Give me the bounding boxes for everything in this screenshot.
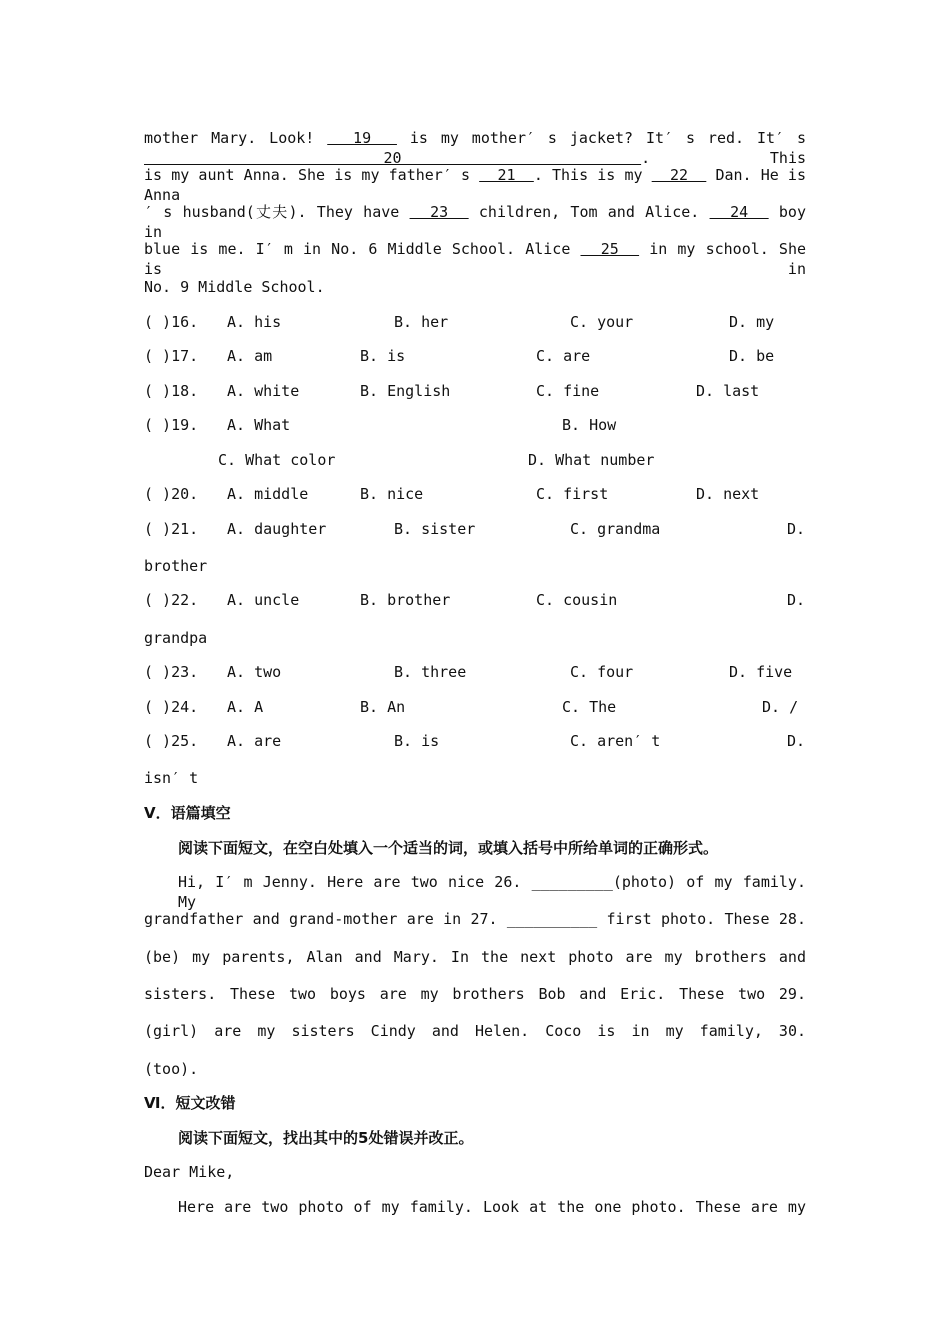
- option-d: D. five: [729, 663, 793, 681]
- option-d-continued: grandpa: [144, 629, 208, 647]
- passage-text: mother Mary. Look!: [144, 129, 328, 147]
- option-c: C. What color: [218, 451, 336, 469]
- passage-line: [178, 872, 806, 912]
- passage-text: . This is my: [533, 166, 652, 184]
- option-c: C. are: [536, 347, 591, 365]
- question-number: ( )25.: [144, 732, 199, 750]
- passage-text: Dan. He is Anna: [144, 166, 806, 204]
- option-b: B. is: [394, 732, 440, 750]
- option-d: D.: [787, 732, 806, 750]
- option-b: B. nice: [360, 485, 424, 503]
- option-c: C. The: [562, 698, 617, 716]
- option-d: D. be: [729, 347, 775, 365]
- option-a: A. am: [227, 347, 273, 365]
- option-d: D. my: [729, 313, 775, 331]
- passage-text: in my school. She is in: [144, 240, 807, 278]
- section-title: Ⅴ．语篇填空: [144, 804, 231, 822]
- letter-greeting: Dear Mike,: [144, 1163, 235, 1181]
- passage-line: (girl) are my sisters Cindy and Helen. Coco is in my family, 30.: [144, 1022, 806, 1040]
- option-a: A. two: [227, 663, 282, 681]
- option-b: B. sister: [394, 520, 476, 538]
- option-c: C. first: [536, 485, 609, 503]
- option-b: B. her: [394, 313, 449, 331]
- option-a: A. middle: [227, 485, 309, 503]
- passage-text: blue is me. I′ m in No. 6 Middle School. Alice: [144, 240, 581, 258]
- option-b: B. is: [360, 347, 406, 365]
- option-b: B. How: [562, 416, 617, 434]
- blank-23: 23: [409, 203, 469, 221]
- passage-text: . This: [641, 149, 807, 167]
- option-a: A. What: [227, 416, 291, 434]
- question-number: ( )19.: [144, 416, 199, 434]
- section-title: Ⅵ．短文改错: [144, 1094, 236, 1112]
- passage-line: [144, 165, 806, 205]
- question-number: ( )20.: [144, 485, 199, 503]
- blank-20: 20: [144, 149, 642, 167]
- option-a: A. are: [227, 732, 282, 750]
- option-d: D. What number: [528, 451, 655, 469]
- option-d: D. next: [696, 485, 760, 503]
- passage-line: (too).: [144, 1060, 199, 1078]
- option-a: A. daughter: [227, 520, 327, 538]
- passage-text: is my aunt Anna. She is my father′ s: [144, 166, 480, 184]
- question-number: ( )16.: [144, 313, 199, 331]
- passage-line: No. 9 Middle School.: [144, 278, 325, 296]
- option-a: A. white: [227, 382, 300, 400]
- option-c: C. fine: [536, 382, 600, 400]
- option-d: D. last: [696, 382, 760, 400]
- option-d-continued: isn′ t: [144, 769, 199, 787]
- option-b: B. brother: [360, 591, 451, 609]
- blank-21: 21: [479, 166, 534, 184]
- option-b: B. three: [394, 663, 467, 681]
- option-c: C. four: [570, 663, 634, 681]
- blank-25: 25: [580, 240, 640, 258]
- question-number: ( )22.: [144, 591, 199, 609]
- passage-line: [144, 909, 806, 929]
- option-b: B. English: [360, 382, 451, 400]
- option-c: C. cousin: [536, 591, 618, 609]
- passage-text: boy in: [144, 203, 806, 241]
- option-c: C. grandma: [570, 520, 661, 538]
- blank-27: __________: [506, 910, 598, 928]
- passage-line: [144, 128, 806, 168]
- blank-19: 19: [327, 129, 397, 147]
- passage-text: is my mother′ s jacket? It′ s red. It′ s: [396, 129, 806, 147]
- question-number: ( )17.: [144, 347, 199, 365]
- passage-text: Hi, I′ m Jenny. Here are two nice 26.: [178, 873, 532, 891]
- option-c: C. aren′ t: [570, 732, 661, 750]
- section-instruction: 阅读下面短文，在空白处填入一个适当的词，或填入括号中所给单词的正确形式。: [178, 839, 719, 857]
- option-a: A. A: [227, 698, 264, 716]
- option-d: D.: [787, 520, 806, 538]
- option-b: B. An: [360, 698, 406, 716]
- blank-26: _________: [531, 873, 613, 891]
- passage-line: [144, 239, 806, 279]
- option-a: A. his: [227, 313, 282, 331]
- option-a: A. uncle: [227, 591, 300, 609]
- question-number: ( )24.: [144, 698, 199, 716]
- option-d: D.: [787, 591, 806, 609]
- passage-text: first photo. These 28.: [597, 910, 806, 928]
- passage-text: grandfather and grand-mother are in 27.: [144, 910, 507, 928]
- question-number: ( )21.: [144, 520, 199, 538]
- passage-line: Here are two photo of my family. Look at the one photo. These are my: [178, 1198, 806, 1216]
- passage-line: [144, 202, 806, 242]
- passage-line: (be) my parents, Alan and Mary. In the next photo are my brothers and: [144, 948, 806, 966]
- question-number: ( )23.: [144, 663, 199, 681]
- option-d-continued: brother: [144, 557, 208, 575]
- passage-text: children, Tom and Alice.: [468, 203, 710, 221]
- blank-22: 22: [651, 166, 707, 184]
- option-c: C. your: [570, 313, 634, 331]
- option-d: D. /: [762, 698, 799, 716]
- section-instruction: 阅读下面短文，找出其中的5处错误并改正。: [178, 1129, 474, 1147]
- passage-text: ′ s husband(丈夫). They have: [144, 203, 410, 221]
- question-number: ( )18.: [144, 382, 199, 400]
- passage-line: sisters. These two boys are my brothers Bob and Eric. These two 29.: [144, 985, 806, 1003]
- blank-24: 24: [709, 203, 769, 221]
- passage-text: (photo) of my family. My: [178, 873, 806, 911]
